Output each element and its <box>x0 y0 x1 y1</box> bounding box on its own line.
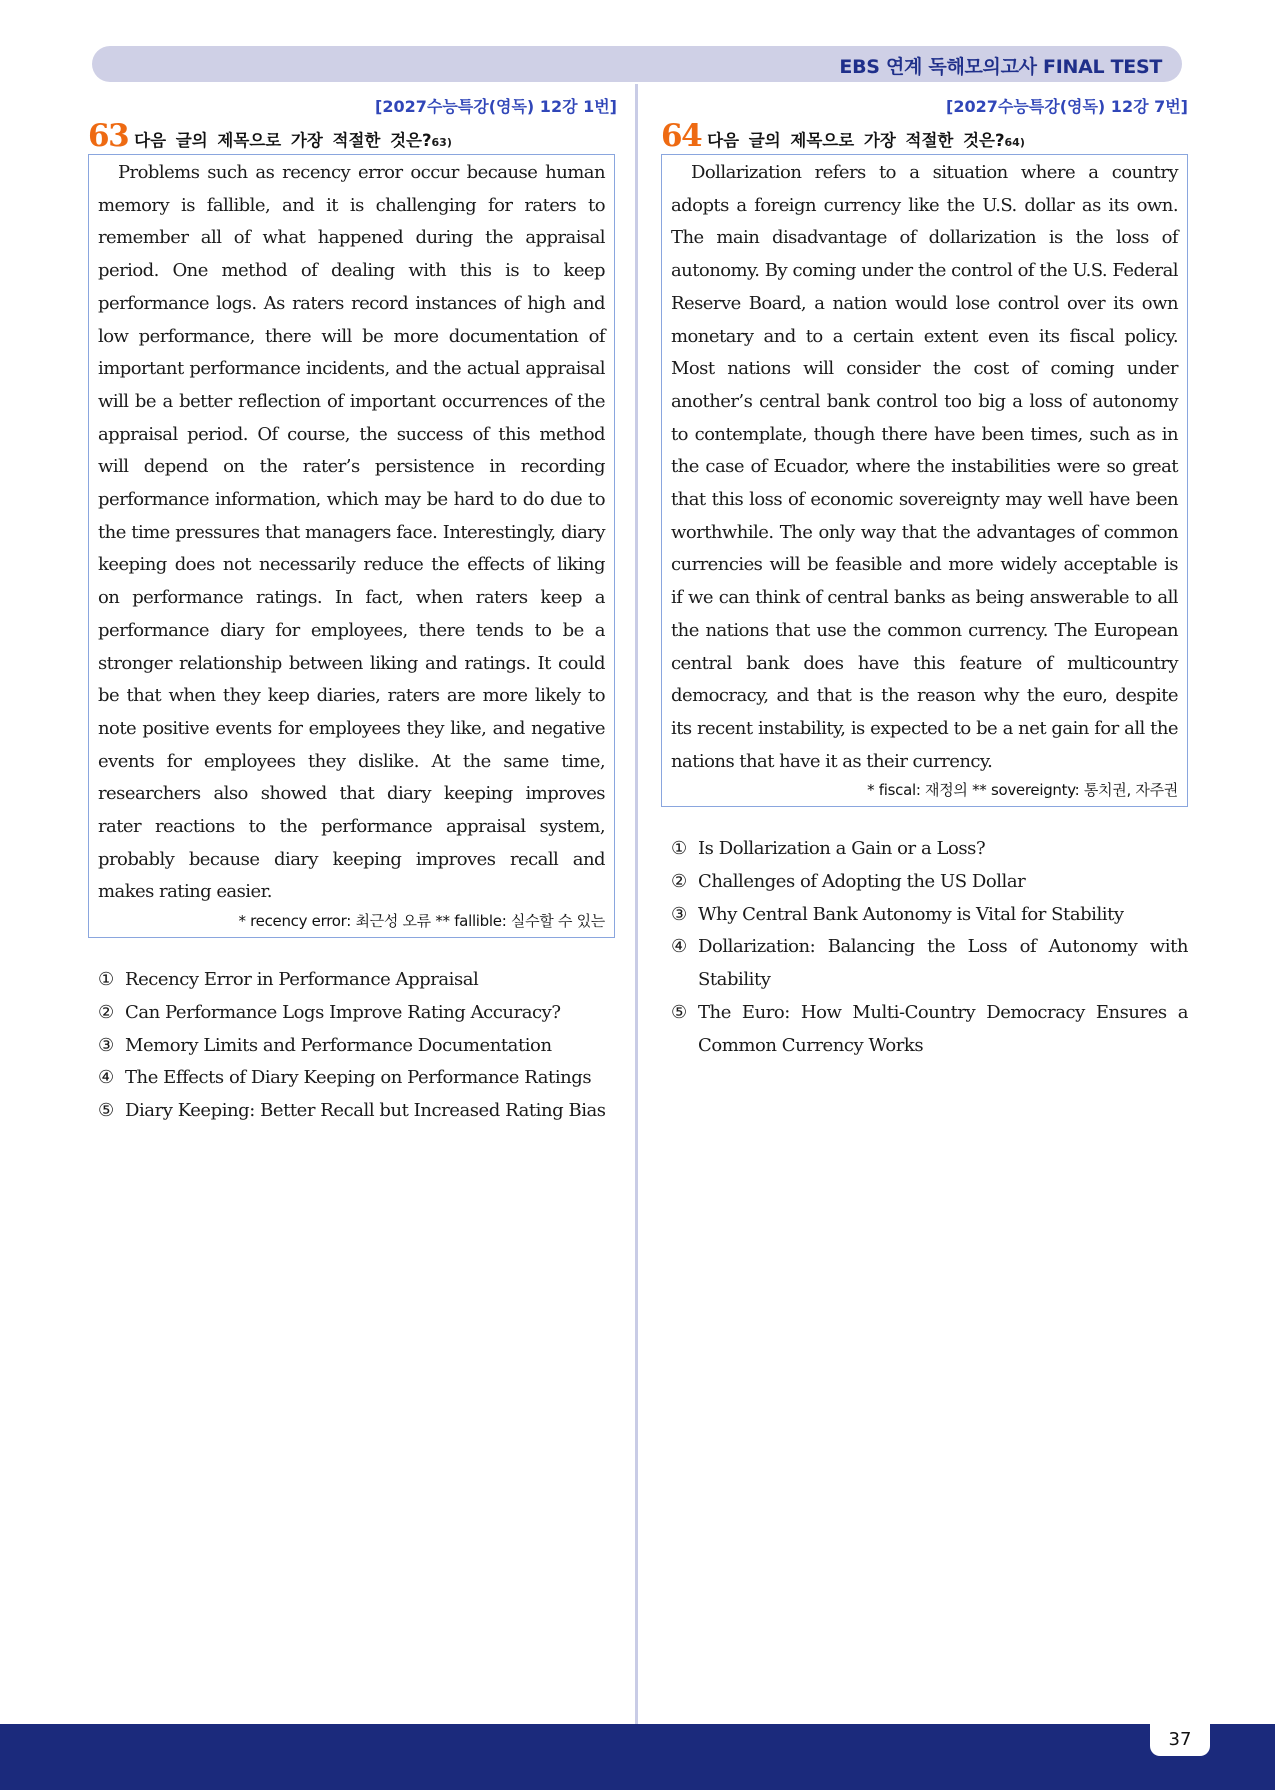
question-prompt: 다음 글의 제목으로 가장 적절한 것은? <box>134 131 432 150</box>
option-number: ① <box>671 838 687 860</box>
column-divider <box>635 84 638 1724</box>
option-number: ⑤ <box>98 1099 114 1121</box>
option-text: Can Performance Logs Improve Rating Accuracy? <box>125 1001 561 1023</box>
passage-gloss: * fiscal: 재정의 ** sovereignty: 통치권, 자주권 <box>867 781 1178 800</box>
question-source: [2027수능특강(영독) 12강 1번] <box>375 97 617 116</box>
option-number: ④ <box>671 936 687 958</box>
option-text: The Euro: How Multi-Country Democracy Ensures a Common Currency Works <box>698 1001 1188 1056</box>
answer-option[interactable] <box>671 866 1188 899</box>
answer-option[interactable] <box>671 997 1188 1062</box>
option-text: Diary Keeping: Better Recall but Increased Rating Bias <box>125 1099 606 1121</box>
answer-option[interactable] <box>671 833 1188 866</box>
footnote-ref: 64) <box>1004 136 1025 149</box>
answer-option[interactable] <box>671 931 1188 996</box>
passage-text: Dollarization refers to a situation where a country adopts a foreign currency like the U.S. dollar as its own. The main disadvantage of dollarization is the loss of autonomy. By coming under the control of the U.S. Federal Reserve Board, a nation would lose control over its own monetary and to a certain extent even its fiscal policy. Most nations will consider the cost of coming under another’s central bank control too big a loss of autonomy to contemplate, though there have been times, such as in the case of Ecuador, where the instabilities were so great that this loss of economic sovereignty may well have been worthwhile. The only way that the advantages of common currencies will be feasible and more widely acceptable is if we can think of central banks as being answerable to all the nations that use the common currency. The European central bank does have this feature of multicountry democracy, and that is the reason why the euro, despite its recent instability, is expected to be a net gain for all the nations that have it as their currency. <box>671 162 1178 772</box>
option-text: Dollarization: Balancing the Loss of Autonomy with Stability <box>698 936 1188 991</box>
option-number: ② <box>671 871 687 893</box>
option-text: Why Central Bank Autonomy is Vital for Stability <box>698 903 1124 925</box>
footer-bar <box>0 1724 1275 1790</box>
option-number: ③ <box>98 1034 114 1056</box>
answer-option[interactable] <box>98 964 615 997</box>
option-text: Recency Error in Performance Appraisal <box>125 969 479 991</box>
page-number: 37 <box>1150 1724 1210 1756</box>
question-64 <box>661 96 1188 1062</box>
question-header <box>661 118 1188 152</box>
header-title: EBS 연계 독해모의고사 FINAL TEST <box>839 56 1162 78</box>
option-number: ④ <box>98 1067 114 1089</box>
passage-gloss: * recency error: 최근성 오류 ** fallible: 실수할 수 있는 <box>238 912 605 931</box>
question-source: [2027수능특강(영독) 12강 7번] <box>946 97 1188 116</box>
option-number: ⑤ <box>671 1001 687 1023</box>
answer-options <box>88 964 615 1128</box>
option-text: Challenges of Adopting the US Dollar <box>698 871 1026 893</box>
question-header <box>88 118 615 152</box>
option-text: Memory Limits and Performance Documentation <box>125 1034 552 1056</box>
option-number: ③ <box>671 903 687 925</box>
passage-box <box>661 154 1188 807</box>
option-text: Is Dollarization a Gain or a Loss? <box>698 838 986 860</box>
answer-option[interactable] <box>671 899 1188 932</box>
option-text: The Effects of Diary Keeping on Performance Ratings <box>125 1067 592 1089</box>
passage-text: Problems such as recency error occur because human memory is fallible, and it is challenging for raters to remember all of what happened during the appraisal period. One method of dealing with this is to keep performance logs. As raters record instances of high and low performance, there will be more documentation of important performance incidents, and the actual appraisal will be a better reflection of important occurrences of the appraisal period. Of course, the success of this method will depend on the rater’s persistence in recording performance information, which may be hard to do due to the time pressures that managers face. Interestingly, diary keeping does not necessarily reduce the effects of liking on performance ratings. In fact, when raters keep a performance diary for employees, there tends to be a stronger relationship between liking and ratings. It could be that when they keep diaries, raters are more likely to note positive events for employees they like, and negative events for employees they dislike. At the same time, researchers also showed that diary keeping improves rater reactions to the performance appraisal system, probably because diary keeping improves recall and makes rating easier. <box>98 162 605 903</box>
answer-option[interactable] <box>98 997 615 1030</box>
answer-option[interactable] <box>98 1095 615 1128</box>
option-number: ② <box>98 1001 114 1023</box>
passage-box <box>88 154 615 938</box>
answer-option[interactable] <box>98 1062 615 1095</box>
question-number: 64 <box>661 118 702 154</box>
header-bar <box>92 46 1182 82</box>
answer-option[interactable] <box>98 1030 615 1063</box>
option-number: ① <box>98 969 114 991</box>
footnote-ref: 63) <box>431 136 452 149</box>
question-number: 63 <box>88 118 129 154</box>
answer-options <box>661 833 1188 1062</box>
question-63 <box>88 96 615 1128</box>
question-prompt: 다음 글의 제목으로 가장 적절한 것은? <box>707 131 1005 150</box>
